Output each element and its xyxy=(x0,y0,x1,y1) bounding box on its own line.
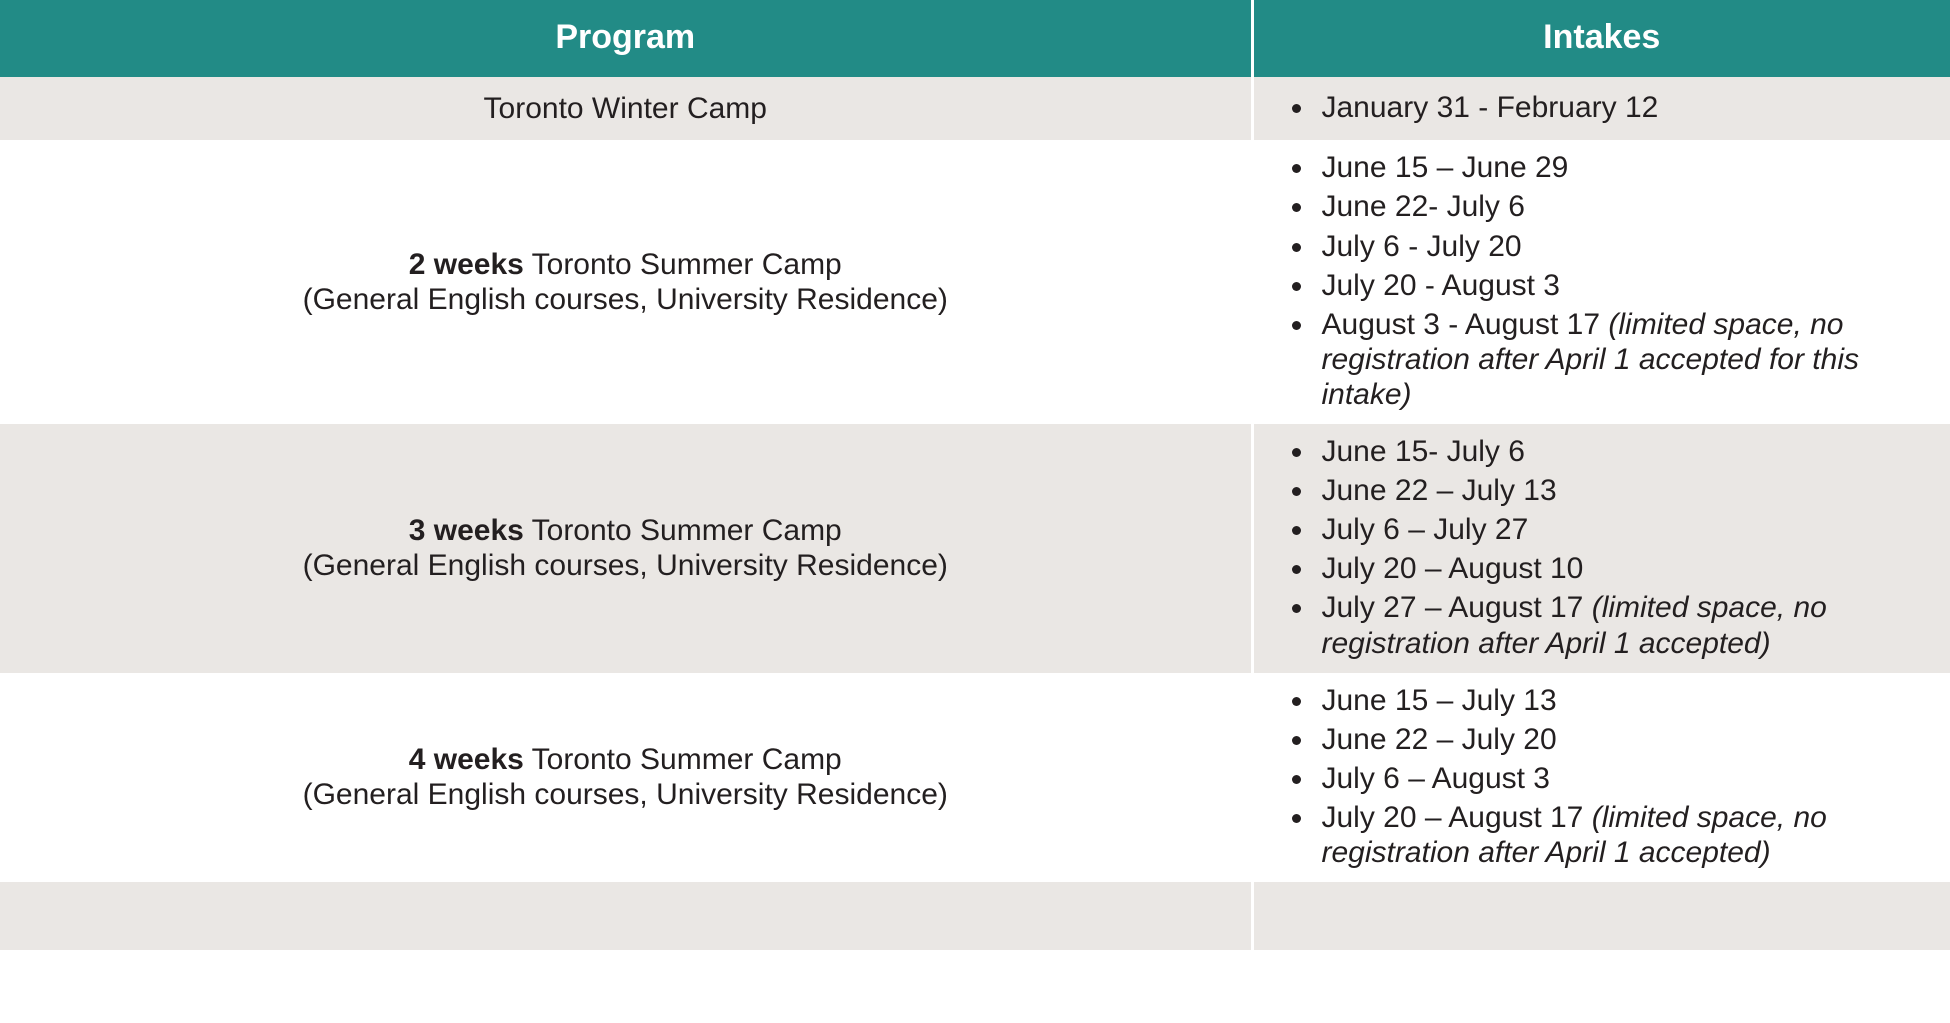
program-subtitle: (General English courses, University Residence) xyxy=(302,283,948,317)
program-cell xyxy=(0,140,1252,424)
intakes-cell xyxy=(1252,140,1950,424)
program-subtitle: (General English courses, University Residence) xyxy=(302,549,948,583)
table-body xyxy=(0,77,1950,950)
program-cell xyxy=(0,882,1252,950)
intake-dates: January 31 - February 12 xyxy=(1321,91,1659,125)
intake-note: (limited space, no registration after April 1 accepted) xyxy=(1321,800,1827,869)
program-title xyxy=(26,247,1225,282)
intake-item xyxy=(1316,551,1931,586)
program-name: Toronto Summer Camp xyxy=(523,742,842,776)
intake-dates: July 20 – August 17 xyxy=(1321,800,1592,834)
intake-dates: July 6 - July 20 xyxy=(1321,229,1522,263)
intake-item xyxy=(1316,90,1931,125)
intake-dates: August 3 - August 17 xyxy=(1321,307,1609,341)
intake-dates: June 15- July 6 xyxy=(1321,435,1525,469)
intakes-list xyxy=(1274,150,1931,412)
program-duration: 4 weeks xyxy=(408,742,524,776)
program-title xyxy=(26,91,1225,126)
intake-item xyxy=(1316,307,1931,412)
column-header-program: Program xyxy=(0,0,1252,77)
table-row xyxy=(0,424,1950,673)
program-title xyxy=(26,742,1225,777)
intake-dates: July 27 – August 17 xyxy=(1321,591,1592,625)
program-cell xyxy=(0,77,1252,140)
intake-item xyxy=(1316,434,1931,469)
program-cell xyxy=(0,424,1252,673)
program-subtitle: (General English courses, University Residence) xyxy=(302,778,948,812)
program-name: Toronto Winter Camp xyxy=(483,92,767,125)
intake-item xyxy=(1316,590,1931,660)
program-cell xyxy=(0,673,1252,882)
program-name: Toronto Summer Camp xyxy=(523,247,842,281)
intake-dates: June 22 – July 13 xyxy=(1321,474,1557,508)
intakes-list xyxy=(1274,434,1931,661)
table-row xyxy=(0,140,1950,424)
intakes-list xyxy=(1274,683,1931,870)
intakes-cell xyxy=(1252,424,1950,673)
intake-item xyxy=(1316,229,1931,264)
program-duration: 3 weeks xyxy=(408,513,524,547)
program-name: Toronto Summer Camp xyxy=(523,513,842,547)
intake-item xyxy=(1316,268,1931,303)
table-row-partial xyxy=(0,882,1950,950)
intakes-cell xyxy=(1252,77,1950,140)
table-header xyxy=(0,0,1950,77)
intakes-cell xyxy=(1252,673,1950,882)
intake-item xyxy=(1316,473,1931,508)
column-header-intakes: Intakes xyxy=(1252,0,1950,77)
intake-dates: June 22- July 6 xyxy=(1321,190,1525,224)
intake-dates: June 22 – July 20 xyxy=(1321,722,1557,756)
intake-note: (limited space, no registration after April 1 accepted) xyxy=(1321,591,1827,660)
intake-dates: June 15 – June 29 xyxy=(1321,151,1569,185)
header-row xyxy=(0,0,1950,77)
intake-note: (limited space, no registration after April 1 accepted for this intake) xyxy=(1321,307,1859,411)
intake-item xyxy=(1316,722,1931,757)
intake-dates: June 15 – July 13 xyxy=(1321,683,1557,717)
intake-item xyxy=(1316,800,1931,870)
program-duration: 2 weeks xyxy=(408,247,524,281)
intake-item xyxy=(1316,761,1931,796)
table-row xyxy=(0,673,1950,882)
intake-item xyxy=(1316,512,1931,547)
intake-item xyxy=(1316,150,1931,185)
intakes-list xyxy=(1274,90,1931,125)
intake-item xyxy=(1316,683,1931,718)
program-title xyxy=(26,513,1225,548)
intake-item xyxy=(1316,189,1931,224)
intake-dates: July 20 – August 10 xyxy=(1321,552,1584,586)
intakes-cell xyxy=(1252,882,1950,950)
table-row xyxy=(0,77,1950,140)
intake-dates: July 6 – August 3 xyxy=(1321,761,1550,795)
intake-dates: July 20 - August 3 xyxy=(1321,268,1560,302)
intake-dates: July 6 – July 27 xyxy=(1321,513,1529,547)
